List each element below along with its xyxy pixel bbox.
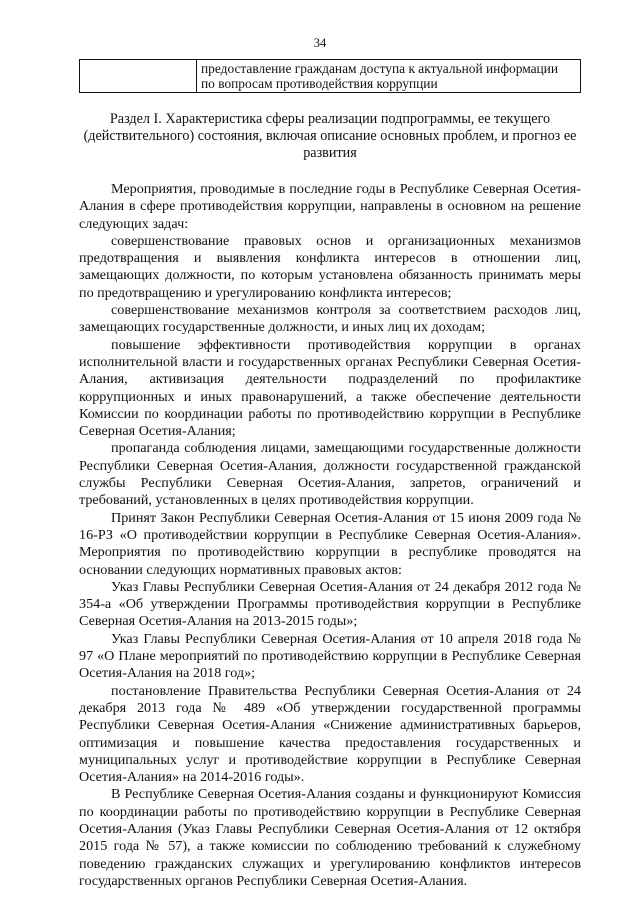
continuation-table [79, 59, 581, 93]
paragraph: постановление Правительства Республики Северная Осетия-Алания от 24 декабря 2013 года № 489 «Об утверждении государственной программы Республики Северная Осетия-Алания «Снижение административных барьеров, оптимизация и повышение качества предоставления государственных и муниципальных услуг и противодействие коррупции в Республике Северная Осетия-Алания» на 2014-2016 годы». [79, 682, 581, 786]
paragraph: В Республике Северная Осетия-Алания созданы и функционируют Комиссия по координации работы по противодействию коррупции в Республике Северная Осетия-Алания (Указ Главы Республики Северная Осетия-Алания от 12 октября 2015 года № 57), а также комиссии по соблюдению требований к служебному поведению гражданских служащих и урегулированию конфликтов интересов государственных органов Республики Северная Осетия-Алания. [79, 786, 581, 889]
paragraph: Принят Закон Республики Северная Осетия-Алания от 15 июня 2009 года № 16-РЗ «О противодействии коррупции в Республике Северная Осетия-Алания». Мероприятия по противодействию коррупции в республике проводятся на основании следующих нормативных правовых актов: [79, 509, 581, 578]
table-cell-left [80, 60, 197, 93]
paragraph: совершенствование механизмов контроля за соответствием расходов лиц, замещающих государственные должности, и иных лиц их доходам; [79, 302, 581, 336]
paragraph: совершенствование правовых основ и организационных механизмов предотвращения и выявления конфликта интересов в отношении лиц, замещающих должности, по которым установлена обязанность принимать меры по предотвращению и урегулированию конфликта интересов; [79, 232, 581, 301]
paragraph: Указ Главы Республики Северная Осетия-Алания от 24 декабря 2012 года № 354-а «Об утверждении Программы противодействия коррупции в Республике Северная Осетия-Алания на 2013-2015 годы»; [79, 578, 581, 630]
table-row [80, 60, 581, 93]
paragraph: повышение эффективности противодействия коррупции в органах исполнительной власти и государственных органах Республики Северная Осетия-Алания, активизация деятельности подразделений по профилактике коррупционных и иных правонарушений, а также обеспечение деятельности Комиссии по координации работы по противодействию коррупции в Республике Северная Осетия-Алания; [79, 336, 581, 440]
section-heading: Раздел I. Характеристика сферы реализации подпрограммы, ее текущего (действительного) состояния, включая описание основных проблем, и прогноз ее развития [83, 111, 577, 162]
paragraph: пропаганда соблюдения лицами, замещающими государственные должности Республики Северная Осетия-Алания, должности государственной гражданской службы Республики Северная Осетия-Алания, запретов, ограничений и требований, установленных в целях противодействия коррупции. [79, 440, 581, 509]
table-cell-right: предоставление гражданам доступа к актуальной информации по вопросам противодействия коррупции [197, 60, 581, 93]
paragraph: Указ Главы Республики Северная Осетия-Алания от 10 апреля 2018 года № 97 «О Плане мероприятий по противодействию коррупции в Республике Северная Осетия-Алания на 2018 год»; [79, 630, 581, 682]
page-number: 34 [313, 36, 327, 50]
paragraph: Мероприятия, проводимые в последние годы в Республике Северная Осетия-Алания в сфере противодействия коррупции, направлены в основном на решение следующих задач: [79, 181, 581, 232]
body-text [79, 181, 581, 890]
